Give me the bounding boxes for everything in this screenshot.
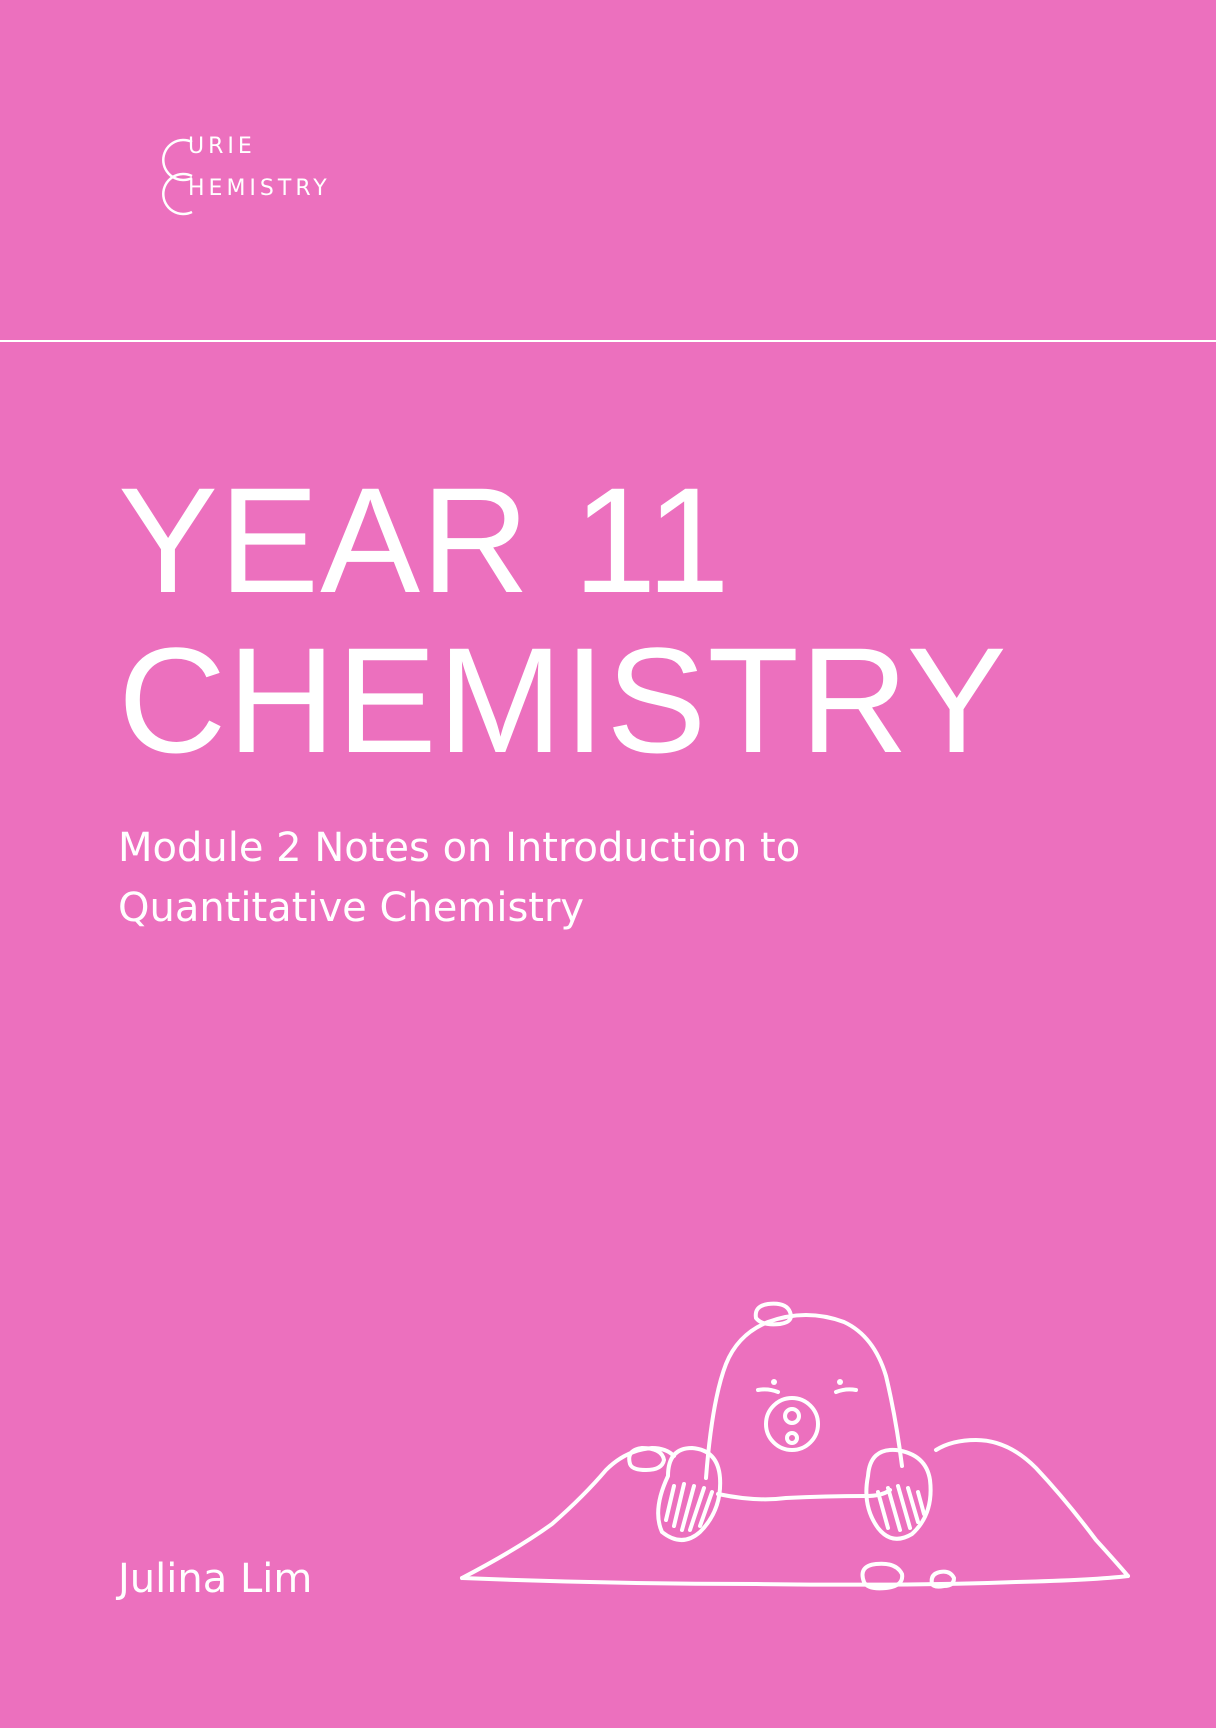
cover-subtitle [118, 818, 800, 938]
title-line-subject: CHEMISTRY [118, 616, 1008, 784]
curie-chemistry-logo [140, 120, 380, 224]
cover-title [118, 456, 1008, 784]
subtitle-line-1: Module 2 Notes on Introduction to [118, 825, 801, 871]
subtitle-line-2: Quantitative Chemistry [118, 885, 585, 931]
author-name: Julina Lim [118, 1556, 313, 1602]
mole-in-hole-icon [456, 1300, 1136, 1610]
title-line-year: YEAR 11 [118, 456, 731, 624]
logo-word-curie: URIE [188, 134, 256, 159]
header-divider [0, 340, 1216, 342]
logo-word-chemistry: HEMISTRY [188, 176, 331, 201]
